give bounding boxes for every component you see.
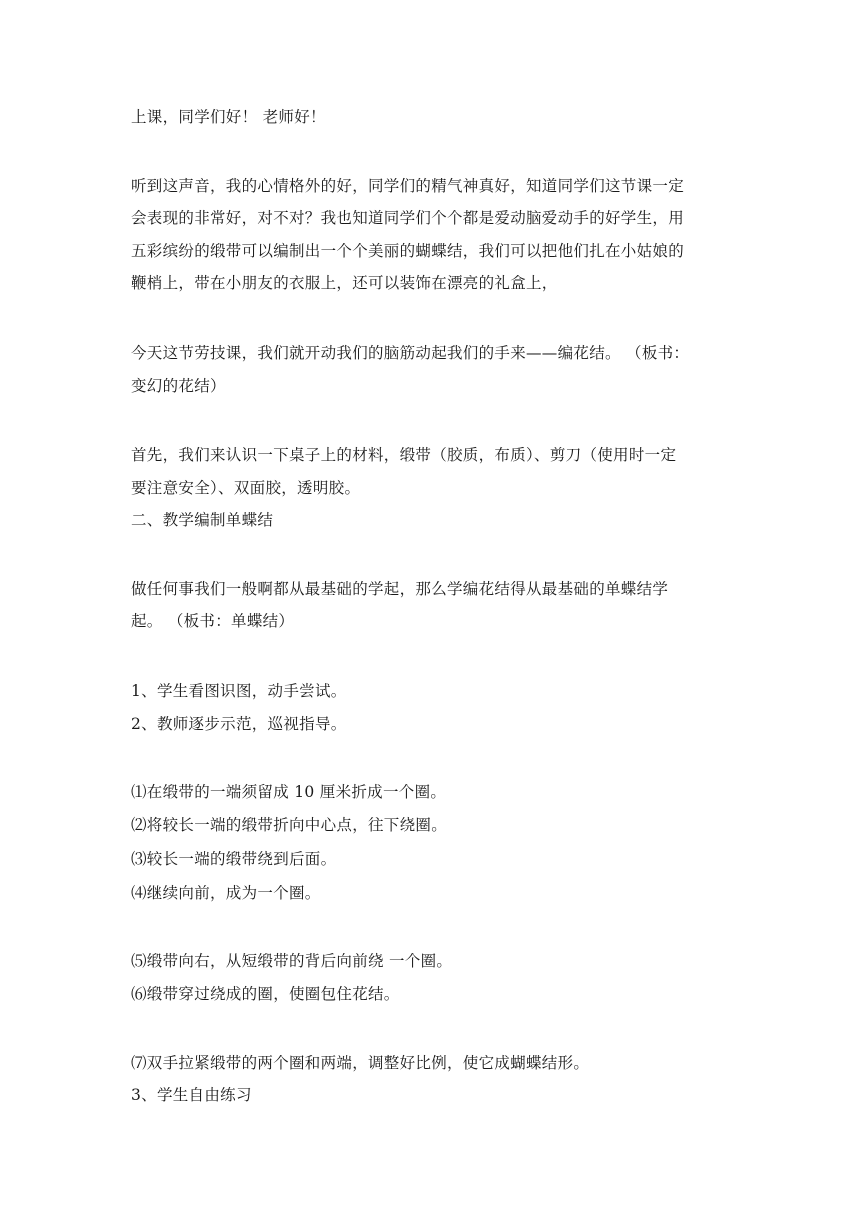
step-item: ⑶较长一端的缎带绕到后面。 xyxy=(131,850,337,868)
intro-paragraph-line-2: 会表现的非常好，对不对？我也知道同学们个个都是爱动脑爱动手的好学生，用 xyxy=(131,209,685,227)
list-item: 1、学生看图识图，动手尝试。 xyxy=(131,682,347,700)
intro-paragraph-line-3: 五彩缤纷的缎带可以编制出一个个美丽的蝴蝶结，我们可以把他们扎在小姑娘的 xyxy=(131,242,685,260)
section-heading: 二、教学编制单蝶结 xyxy=(131,511,274,529)
topic-paragraph-line-2: 变幻的花结） xyxy=(131,377,226,395)
basics-paragraph-line-1: 做任何事我们一般啊都从最基础的学起，那么学编花结得从最基础的单蝶结学 xyxy=(131,580,669,598)
intro-paragraph-line-4: 鞭梢上，带在小朋友的衣服上，还可以装饰在漂亮的礼盒上， xyxy=(131,274,558,292)
step-item: ⑷继续向前，成为一个圈。 xyxy=(131,884,321,902)
step-item: ⑸缎带向右，从短缎带的背后向前绕 一个圈。 xyxy=(131,952,453,970)
basics-paragraph-line-2: 起。 （板书：单蝶结） xyxy=(131,612,295,630)
greeting-line: 上课，同学们好！ 老师好！ xyxy=(131,108,326,126)
step-item: ⑴在缎带的一端须留成 10 厘米折成一个圈。 xyxy=(131,783,447,801)
step-item: ⑹缎带穿过绕成的圈，使圈包住花结。 xyxy=(131,985,400,1003)
intro-paragraph-line-1: 听到这声音，我的心情格外的好，同学们的精气神真好，知道同学们这节课一定 xyxy=(131,177,685,195)
list-item: 3、学生自由练习 xyxy=(131,1086,252,1104)
list-item: 2、教师逐步示范，巡视指导。 xyxy=(131,715,347,733)
step-item: ⑵将较长一端的缎带折向中心点，往下绕圈。 xyxy=(131,816,448,834)
step-item: ⑺双手拉紧缎带的两个圈和两端，调整好比例，使它成蝴蝶结形。 xyxy=(131,1054,590,1072)
materials-paragraph-line-2: 要注意安全）、双面胶，透明胶。 xyxy=(131,479,361,497)
topic-paragraph-line-1: 今天这节劳技课，我们就开动我们的脑筋动起我们的手来——编花结。 （板书： xyxy=(131,344,690,362)
materials-paragraph-line-1: 首先，我们来认识一下桌子上的材料，缎带（胶质，布质）、剪刀（使用时一定 xyxy=(131,446,677,464)
